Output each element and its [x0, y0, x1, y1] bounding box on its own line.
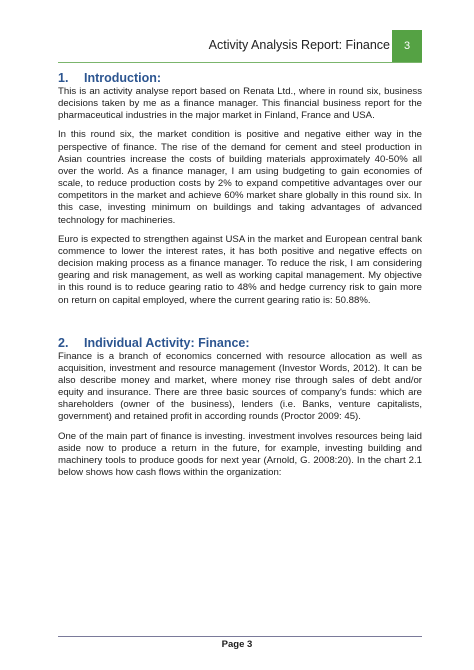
section-individual-activity	[58, 335, 422, 480]
footer-page-label: Page 3	[221, 639, 253, 650]
section-heading	[58, 70, 422, 86]
section-number: 1.	[58, 71, 69, 85]
paragraph: One of the main part of finance is investing. investment involves resources being laid aside now to produce a return in the future, for example, investing building and machinery tools to produce goods for next year (Arnold, G. 2008:20). In the chart 2.1 below shows how cash flows within the organization:	[58, 430, 422, 479]
section-heading	[58, 335, 422, 351]
section-number: 2.	[58, 335, 69, 350]
page-header	[0, 0, 474, 68]
section-title: Introduction:	[84, 71, 162, 85]
header-page-number-badge	[392, 30, 422, 62]
section-introduction	[58, 70, 422, 307]
header-page-number: 3	[403, 40, 411, 52]
footer-divider	[58, 636, 422, 637]
paragraph: Euro is expected to strengthen against USA in the market and European central bank commence to lower the interest rates, it has both positive and negative effects on decision making process as a finance manager. To reduce the risk, I am considering gearing and risk management, as well as working capital management. My objective in this round is to reduce gearing ratio to 48% and hedge currency risk to gain more on return on capital employed, where the current gearing ratio is: 50.88%.	[58, 233, 422, 306]
header-title: Activity Analysis Report: Finance	[208, 38, 390, 52]
paragraph: Finance is a branch of economics concerned with resource allocation as well as acquisition, investment and resource management (Investor Words, 2012). It can be also describe money and market, where money rise through sales of debt and/or equity and insurance. There are three basic sources of company's funds: which are shareholders (owner of the business), lenders (i.e. Banks, venture capitalists, government) and retained profit in according rounds (Proctor 2009: 45).	[58, 350, 422, 423]
paragraph: In this round six, the market condition is positive and negative either way in the perspective of finance. The rise of the demand for cement and steel production in Asian countries increase the costs of building materials approximately 40-50% all over the world. As a finance manager, I am using budgeting to gain economies of scale, to reduce production costs by 2% to expand competitive advantages over our competitors in the market and achieve 60% market share globally in this round six. In this case, investing minimum on buildings and taking advantages of advanced technology for machineries.	[58, 129, 422, 226]
page-content	[58, 70, 422, 479]
paragraph: This is an activity analyse report based on Renata Ltd., where in round six, business decisions taken by me as a finance manager. This financial business report for the pharmaceutical industries in the major market in Finland, France and USA.	[58, 86, 422, 122]
section-title: Individual Activity: Finance:	[84, 335, 250, 350]
header-divider	[58, 62, 422, 63]
